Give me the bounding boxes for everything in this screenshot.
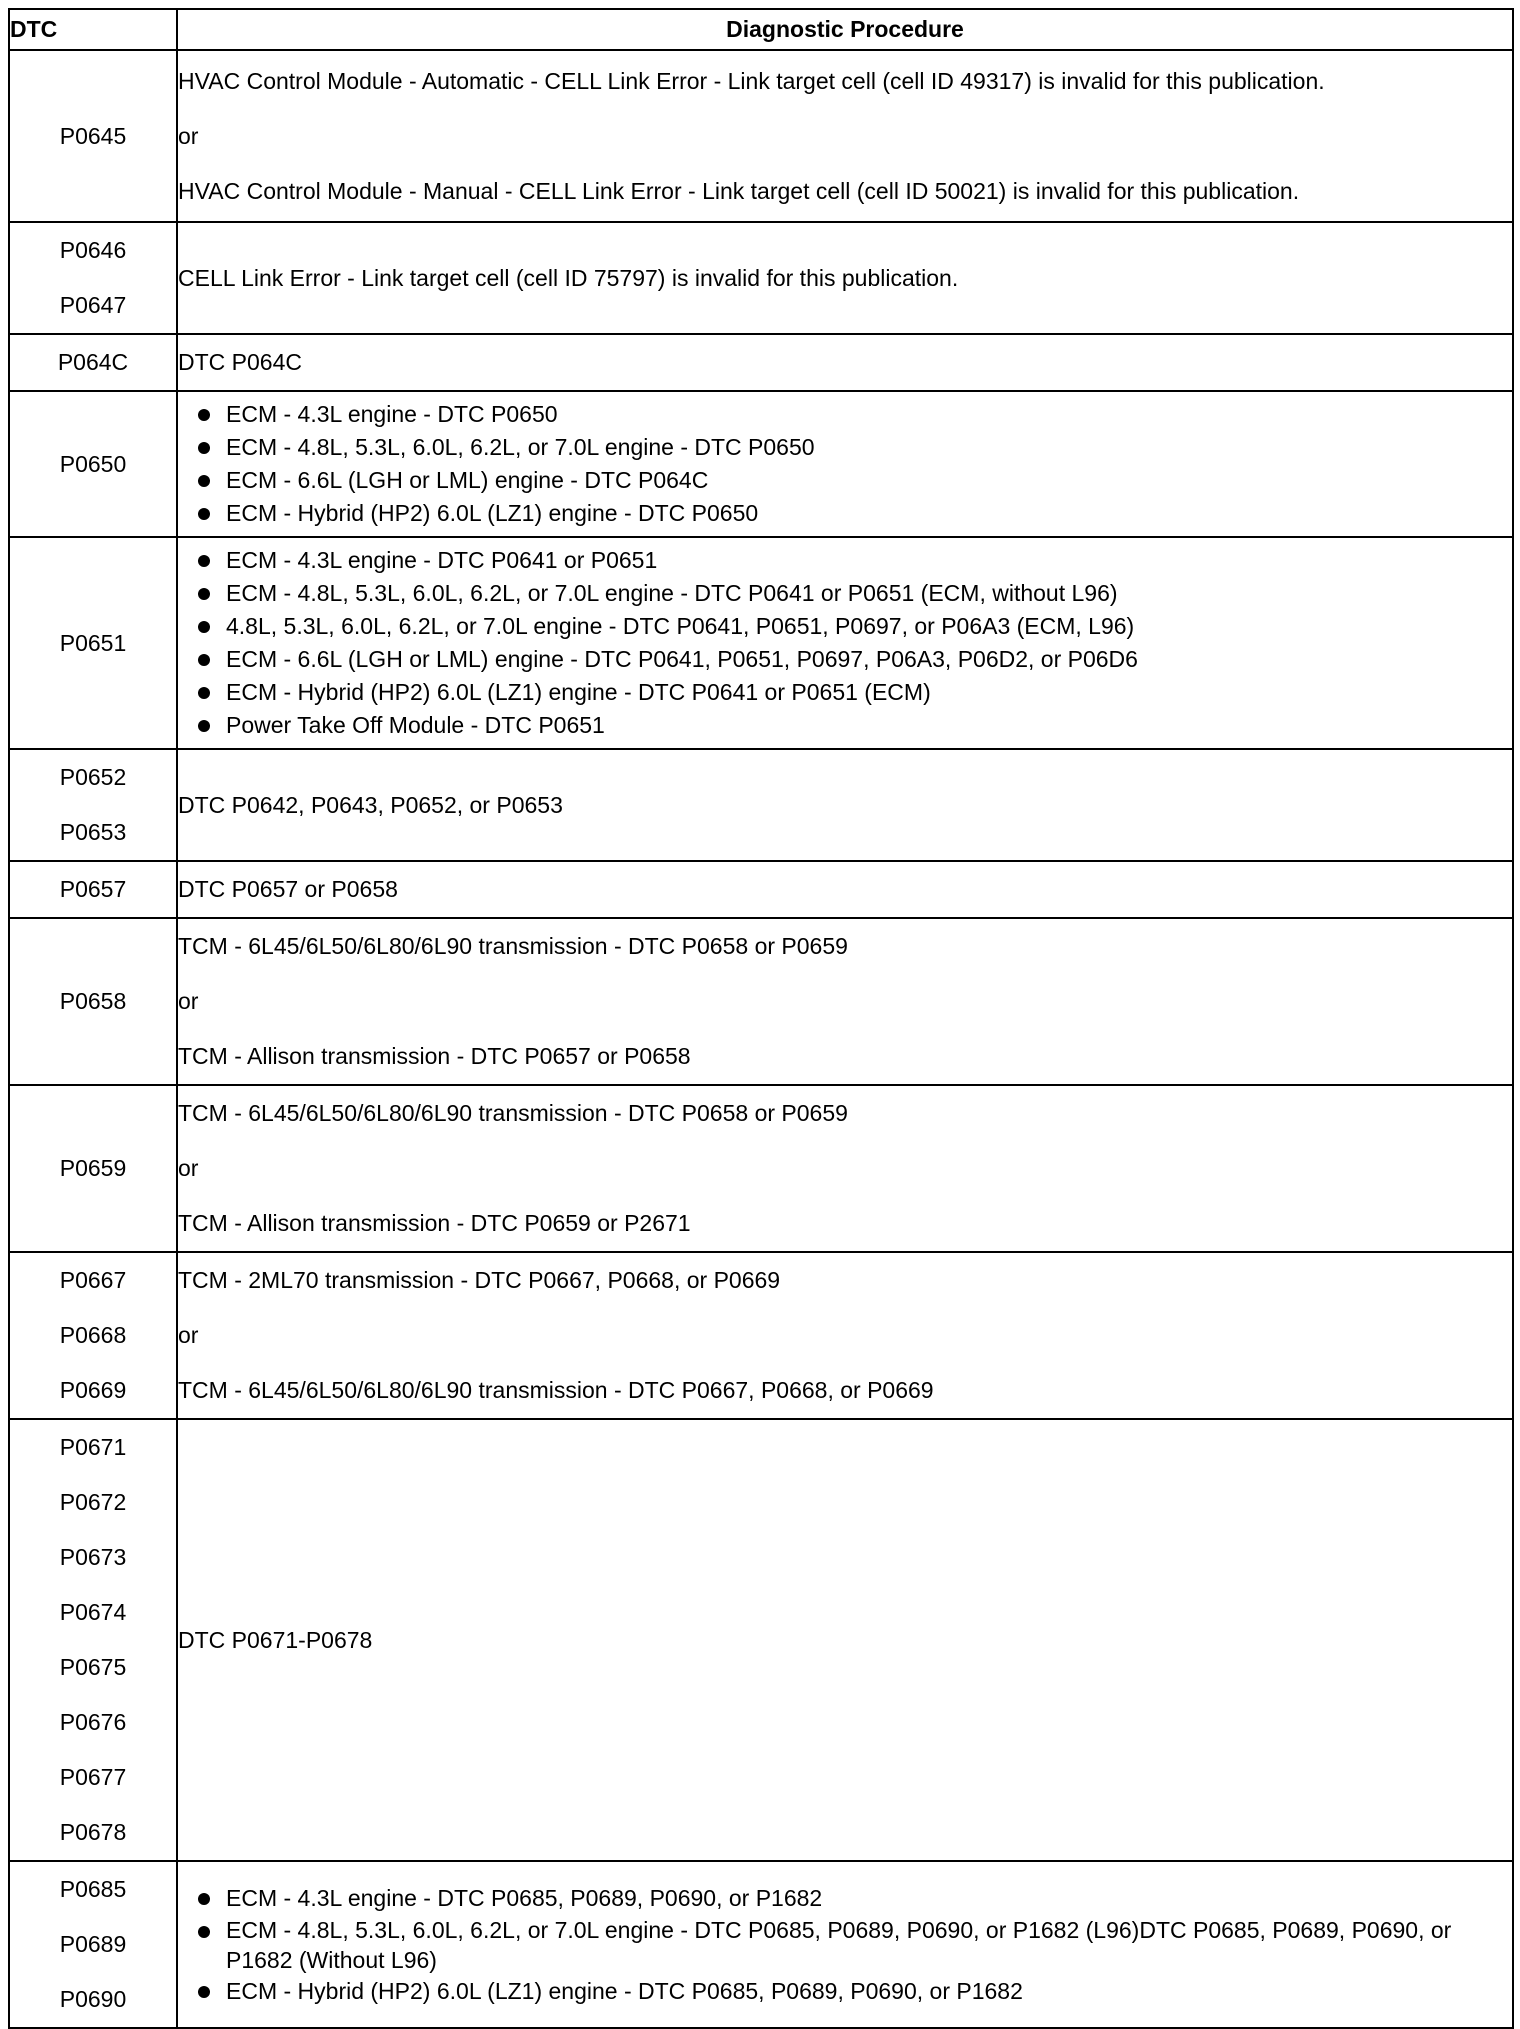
dtc-code-cell	[9, 861, 177, 918]
table-row	[9, 1861, 1513, 2028]
dtc-code: P0685	[59, 1876, 127, 1902]
dtc-code-cell	[9, 537, 177, 749]
dtc-code: P0675	[59, 1654, 127, 1680]
procedure-bullet-item	[178, 676, 1512, 709]
dtc-code: P0674	[59, 1599, 127, 1625]
bullet-icon	[198, 720, 210, 732]
procedure-bullet-item	[178, 709, 1512, 742]
table-row	[9, 537, 1513, 749]
dtc-code-cell	[9, 222, 177, 334]
table-row	[9, 1085, 1513, 1252]
procedure-text: TCM - 6L45/6L50/6L80/6L90 transmission - DTC P0658 or P0659	[178, 1100, 848, 1126]
bullet-icon	[198, 687, 210, 699]
bullet-text: ECM - 4.8L, 5.3L, 6.0L, 6.2L, or 7.0L engine - DTC P0650	[226, 434, 815, 460]
procedure-bullet-item	[178, 431, 1512, 464]
dtc-code: P0646	[59, 237, 127, 263]
procedure-bullet-list	[178, 392, 1512, 536]
table-row	[9, 1252, 1513, 1419]
procedure-bullet-item	[178, 464, 1512, 497]
procedure-cell	[177, 222, 1513, 334]
procedure-column-header: Diagnostic Procedure	[177, 9, 1513, 50]
procedure-text: TCM - 2ML70 transmission - DTC P0667, P0668, or P0669	[178, 1267, 781, 1293]
dtc-code: P0647	[59, 292, 127, 318]
procedure-cell	[177, 861, 1513, 918]
procedure-bullet-item	[178, 577, 1512, 610]
procedure-cell	[177, 391, 1513, 537]
dtc-code-cell	[9, 918, 177, 1085]
procedure-bullet-item	[178, 398, 1512, 431]
procedure-text: DTC P064C	[178, 349, 302, 375]
bullet-icon	[198, 1986, 210, 1998]
table-row	[9, 861, 1513, 918]
bullet-icon	[198, 588, 210, 600]
procedure-text: TCM - Allison transmission - DTC P0657 or P0658	[178, 1043, 691, 1069]
bullet-text: ECM - 4.8L, 5.3L, 6.0L, 6.2L, or 7.0L engine - DTC P0641 or P0651 (ECM, without L96)	[226, 580, 1118, 606]
dtc-code: P0678	[59, 1819, 127, 1845]
bullet-text: ECM - Hybrid (HP2) 6.0L (LZ1) engine - DTC P0641 or P0651 (ECM)	[226, 679, 931, 705]
bullet-text: ECM - Hybrid (HP2) 6.0L (LZ1) engine - DTC P0685, P0689, P0690, or P1682	[226, 1977, 1023, 2004]
procedure-bullet-item	[178, 643, 1512, 676]
procedure-text: or	[178, 988, 199, 1014]
dtc-code: P0673	[59, 1544, 127, 1570]
dtc-code-cell	[9, 1419, 177, 1861]
dtc-code: P0645	[59, 122, 127, 149]
dtc-code-cell	[9, 1252, 177, 1419]
table-row	[9, 50, 1513, 222]
dtc-code-cell	[9, 1085, 177, 1252]
procedure-bullet-list	[178, 1876, 1512, 2014]
bullet-icon	[198, 409, 210, 421]
procedure-text: CELL Link Error - Link target cell (cell ID 75797) is invalid for this publication.	[178, 265, 959, 291]
procedure-cell	[177, 50, 1513, 222]
table-row	[9, 222, 1513, 334]
dtc-code: P0651	[59, 629, 127, 656]
dtc-code: P0689	[59, 1931, 127, 1957]
table-row	[9, 391, 1513, 537]
procedure-cell	[177, 749, 1513, 861]
bullet-icon	[198, 654, 210, 666]
bullet-icon	[198, 442, 210, 454]
procedure-text: DTC P0657 or P0658	[178, 876, 398, 902]
procedure-cell	[177, 1085, 1513, 1252]
dtc-code: P0650	[59, 450, 127, 477]
procedure-cell	[177, 537, 1513, 749]
bullet-text: ECM - 4.3L engine - DTC P0641 or P0651	[226, 547, 658, 573]
table-row	[9, 918, 1513, 1085]
procedure-bullet-item	[178, 1915, 1512, 1975]
table-row	[9, 1419, 1513, 1861]
bullet-icon	[198, 621, 210, 633]
bullet-icon	[198, 475, 210, 487]
procedure-cell	[177, 1419, 1513, 1861]
procedure-text: TCM - 6L45/6L50/6L80/6L90 transmission - DTC P0667, P0668, or P0669	[178, 1377, 934, 1403]
dtc-code: P0657	[59, 876, 127, 902]
dtc-code: P0668	[59, 1322, 127, 1348]
procedure-text: or	[178, 122, 199, 149]
dtc-procedure-table	[8, 8, 1514, 2029]
dtc-code: P0658	[59, 988, 127, 1014]
bullet-icon	[198, 1893, 210, 1905]
bullet-text: ECM - 4.3L engine - DTC P0685, P0689, P0690, or P1682	[226, 1884, 823, 1911]
bullet-icon	[198, 555, 210, 567]
bullet-text: Power Take Off Module - DTC P0651	[226, 712, 605, 738]
procedure-cell	[177, 1252, 1513, 1419]
bullet-text: ECM - 4.3L engine - DTC P0650	[226, 401, 558, 427]
dtc-code: P0667	[59, 1267, 127, 1293]
bullet-text: ECM - 4.8L, 5.3L, 6.0L, 6.2L, or 7.0L engine - DTC P0685, P0689, P0690, or P1682 (L96)DTC P0685, P0689, P0690, or P1682 (Without L96)	[226, 1916, 1452, 1973]
dtc-code: P0677	[59, 1764, 127, 1790]
table-row	[9, 334, 1513, 391]
procedure-cell	[177, 334, 1513, 391]
procedure-bullet-item	[178, 544, 1512, 577]
procedure-cell	[177, 918, 1513, 1085]
procedure-bullet-item	[178, 497, 1512, 530]
dtc-column-header: DTC	[9, 9, 177, 50]
procedure-text: TCM - 6L45/6L50/6L80/6L90 transmission - DTC P0658 or P0659	[178, 933, 848, 959]
procedure-text: DTC P0671-P0678	[178, 1627, 373, 1653]
procedure-bullet-item	[178, 1975, 1512, 2008]
table-body	[9, 50, 1513, 2028]
dtc-code: P0652	[59, 764, 127, 790]
procedure-text: TCM - Allison transmission - DTC P0659 or P2671	[178, 1210, 691, 1236]
procedure-text: HVAC Control Module - Manual - CELL Link Error - Link target cell (cell ID 50021) is invalid for this publication.	[178, 177, 1300, 204]
dtc-code-cell	[9, 334, 177, 391]
dtc-code: P0690	[59, 1986, 127, 2012]
bullet-text: ECM - 6.6L (LGH or LML) engine - DTC P0641, P0651, P0697, P06A3, P06D2, or P06D6	[226, 646, 1138, 672]
procedure-text: DTC P0642, P0643, P0652, or P0653	[178, 792, 563, 818]
dtc-code-cell	[9, 749, 177, 861]
table-header-row	[9, 9, 1513, 50]
dtc-code: P0672	[59, 1489, 127, 1515]
procedure-text: or	[178, 1155, 199, 1181]
dtc-code-cell	[9, 1861, 177, 2028]
bullet-text: ECM - 6.6L (LGH or LML) engine - DTC P064C	[226, 467, 709, 493]
procedure-bullet-item	[178, 1882, 1512, 1915]
bullet-text: 4.8L, 5.3L, 6.0L, 6.2L, or 7.0L engine - DTC P0641, P0651, P0697, or P06A3 (ECM, L96)	[226, 613, 1135, 639]
dtc-code: P0671	[59, 1434, 127, 1460]
procedure-text: HVAC Control Module - Automatic - CELL Link Error - Link target cell (cell ID 49317) is invalid for this publication.	[178, 67, 1325, 94]
procedure-text: or	[178, 1322, 199, 1348]
procedure-bullet-list	[178, 538, 1512, 748]
dtc-code: P0676	[59, 1709, 127, 1735]
bullet-icon	[198, 508, 210, 520]
bullet-icon	[198, 1926, 210, 1938]
table-row	[9, 749, 1513, 861]
procedure-cell	[177, 1861, 1513, 2028]
dtc-code: P0659	[59, 1155, 127, 1181]
dtc-code-cell	[9, 50, 177, 222]
dtc-code: P0669	[59, 1377, 127, 1403]
dtc-code: P0653	[59, 819, 127, 845]
procedure-bullet-item	[178, 610, 1512, 643]
bullet-text: ECM - Hybrid (HP2) 6.0L (LZ1) engine - DTC P0650	[226, 500, 759, 526]
dtc-code-cell	[9, 391, 177, 537]
dtc-code: P064C	[57, 349, 129, 375]
